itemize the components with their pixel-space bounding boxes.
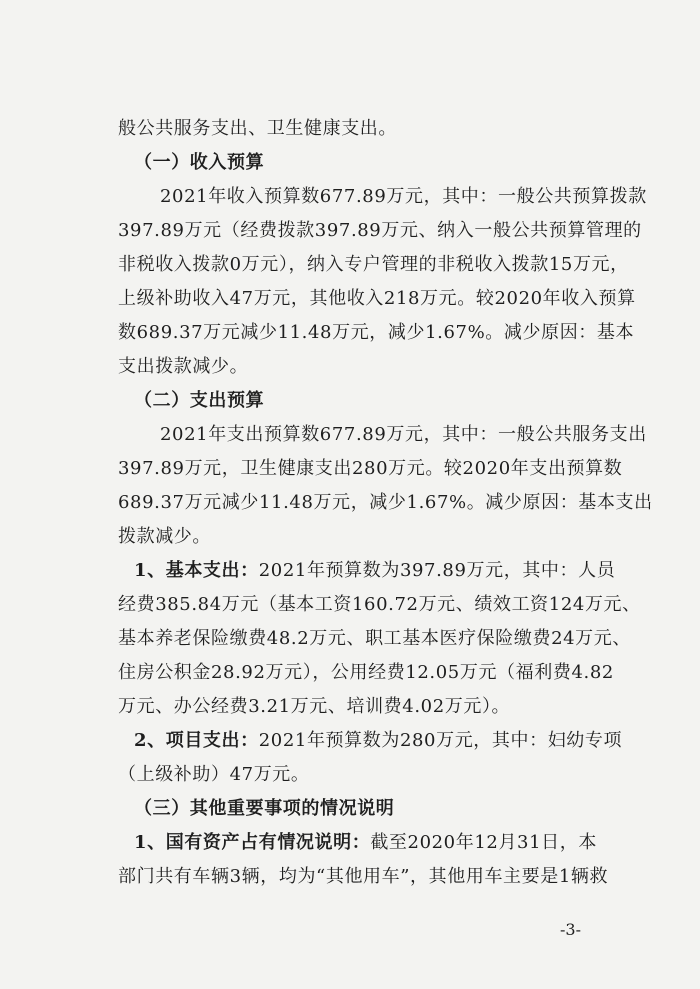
page-number: -3- bbox=[560, 920, 581, 939]
section-heading-income-budget: （一）收入预算 bbox=[134, 152, 265, 173]
state-assets-text: 截至2020年12月31日，本 bbox=[370, 832, 597, 853]
section-heading-expenditure-budget: （二）支出预算 bbox=[134, 390, 265, 411]
basic-expense-line bbox=[134, 559, 634, 583]
project-expense-line bbox=[134, 729, 634, 753]
section-heading-other-matters: （三）其他重要事项的情况说明 bbox=[134, 798, 395, 819]
text-line-12: 689.37万元减少11.48万元，减少1.67%。减少原因：基本支出 bbox=[118, 492, 653, 513]
text-line-6: 上级补助收入47万元，其他收入218万元。较2020年收入预算 bbox=[118, 288, 636, 309]
text-line-18: 万元、办公经费3.21万元、培训费4.02万元）。 bbox=[118, 696, 511, 717]
basic-expense-text: 2021年预算数为397.89万元，其中：人员 bbox=[258, 560, 616, 581]
text-line-3: 2021年收入预算数677.89万元，其中：一般公共预算拨款 bbox=[160, 186, 647, 207]
basic-expense-heading: 1、基本支出： bbox=[134, 560, 259, 581]
text-line-4: 397.89万元（经费拨款397.89万元、纳入一般公共预算管理的 bbox=[118, 220, 642, 241]
text-line-20: （上级补助）47万元。 bbox=[118, 764, 310, 785]
text-line-11: 397.89万元，卫生健康支出280万元。较2020年支出预算数 bbox=[118, 458, 623, 479]
text-line-13: 拨款减少。 bbox=[118, 526, 211, 547]
project-expense-heading: 2、项目支出： bbox=[134, 730, 259, 751]
text-line-15: 经费385.84万元（基本工资160.72万元、绩效工资124万元、 bbox=[118, 594, 641, 615]
text-line-10: 2021年支出预算数677.89万元，其中：一般公共服务支出 bbox=[160, 424, 647, 445]
project-expense-text: 2021年预算数为280万元，其中：妇幼专项 bbox=[258, 730, 623, 751]
text-line-16: 基本养老保险缴费48.2万元、职工基本医疗保险缴费24万元、 bbox=[118, 628, 631, 649]
text-line-17: 住房公积金28.92万元），公用经费12.05万元（福利费4.82 bbox=[118, 662, 614, 683]
text-line-5: 非税收入拨款0万元），纳入专户管理的非税收入拨款15万元， bbox=[118, 254, 629, 275]
state-assets-line bbox=[134, 831, 634, 855]
text-line-7: 数689.37万元减少11.48万元，减少1.67%。减少原因：基本 bbox=[118, 322, 635, 343]
text-line-23: 部门共有车辆3辆，均为“其他用车”，其他用车主要是1辆救 bbox=[118, 866, 609, 887]
text-line-1: 般公共服务支出、卫生健康支出。 bbox=[118, 118, 397, 139]
text-line-8: 支出拨款减少。 bbox=[118, 356, 249, 377]
state-assets-heading: 1、国有资产占有情况说明： bbox=[134, 832, 371, 853]
